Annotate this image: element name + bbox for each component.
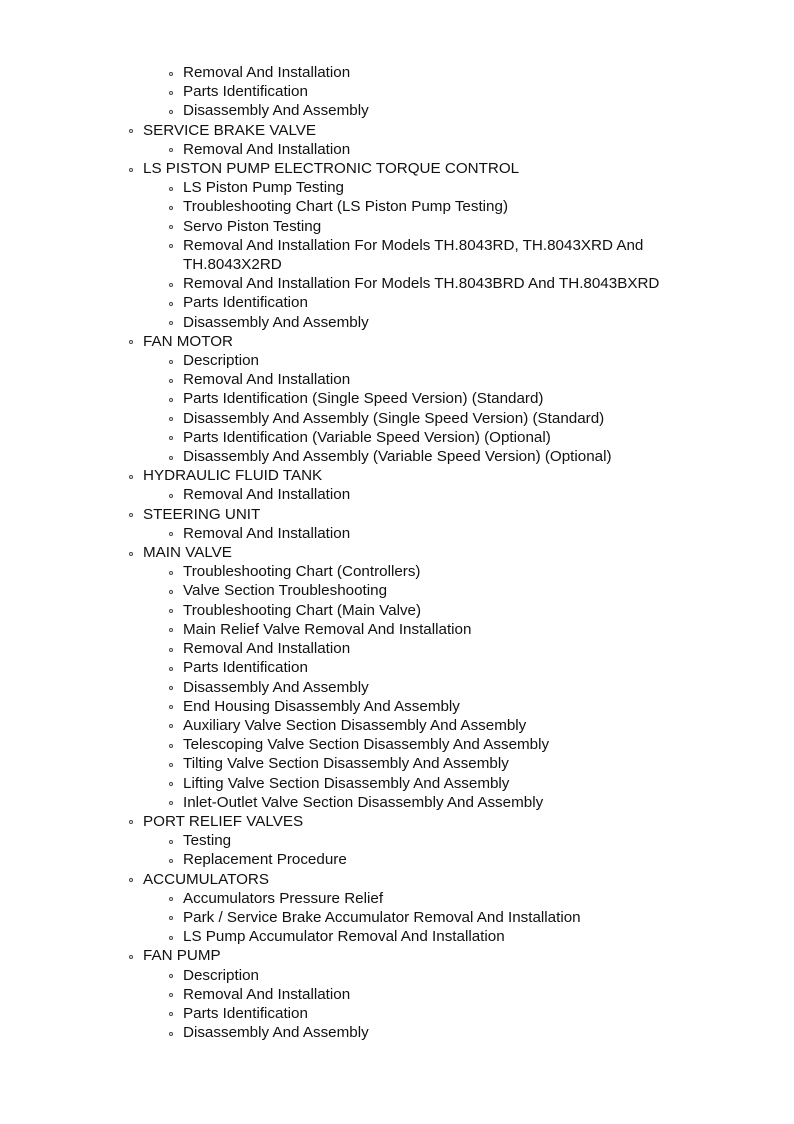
bullet-icon bbox=[169, 456, 173, 460]
bullet-icon bbox=[169, 744, 173, 748]
toc-subsection-label: Removal And Installation For Models TH.8043RD, TH.8043XRD And TH.8043X2RD bbox=[183, 236, 644, 274]
bullet-icon bbox=[169, 302, 173, 306]
toc-subsection-item bbox=[0, 63, 794, 82]
toc-subsection-item bbox=[0, 620, 794, 639]
toc-subsection-label: Removal And Installation bbox=[183, 640, 351, 658]
toc-subsection-item bbox=[0, 831, 794, 850]
toc-subsection-item bbox=[0, 82, 794, 101]
toc-subsection-item bbox=[0, 678, 794, 697]
table-of-contents-list bbox=[0, 63, 794, 1042]
toc-subsection-item bbox=[0, 562, 794, 581]
bullet-icon bbox=[169, 91, 173, 95]
toc-subsection-label: Description bbox=[183, 966, 259, 984]
toc-subsection-label: Servo Piston Testing bbox=[183, 217, 322, 235]
toc-subsection-label: Parts Identification bbox=[183, 83, 308, 101]
bullet-icon bbox=[169, 686, 173, 690]
toc-subsection-label: Removal And Installation bbox=[183, 985, 351, 1003]
toc-subsection-item bbox=[0, 716, 794, 735]
bullet-icon bbox=[129, 955, 133, 959]
toc-section-label: STEERING UNIT bbox=[143, 505, 261, 523]
bullet-icon bbox=[169, 648, 173, 652]
toc-subsection-item bbox=[0, 889, 794, 908]
bullet-icon bbox=[169, 206, 173, 210]
toc-subsection-label: Replacement Procedure bbox=[183, 851, 347, 869]
toc-section-item bbox=[0, 946, 794, 965]
toc-subsection-label: Disassembly And Assembly bbox=[183, 678, 369, 696]
bullet-icon bbox=[169, 590, 173, 594]
toc-subsection-label: Tilting Valve Section Disassembly And Assembly bbox=[183, 755, 509, 773]
toc-subsection-item bbox=[0, 793, 794, 812]
toc-subsection-label: Auxiliary Valve Section Disassembly And Assembly bbox=[183, 716, 527, 734]
bullet-icon bbox=[169, 1032, 173, 1036]
toc-subsection-item bbox=[0, 370, 794, 389]
toc-section-label: HYDRAULIC FLUID TANK bbox=[143, 467, 323, 485]
bullet-icon bbox=[169, 571, 173, 575]
toc-subsection-item bbox=[0, 409, 794, 428]
toc-subsection-label: End Housing Disassembly And Assembly bbox=[183, 697, 460, 715]
toc-section-label: LS PISTON PUMP ELECTRONIC TORQUE CONTROL bbox=[143, 160, 520, 178]
bullet-icon bbox=[129, 552, 133, 556]
bullet-icon bbox=[169, 72, 173, 76]
bullet-icon bbox=[169, 379, 173, 383]
bullet-icon bbox=[129, 475, 133, 479]
toc-subsection-label: Parts Identification (Variable Speed Version) (Optional) bbox=[183, 428, 551, 446]
toc-subsection-item bbox=[0, 1023, 794, 1042]
toc-subsection-item bbox=[0, 601, 794, 620]
toc-section-item bbox=[0, 870, 794, 889]
toc-subsection-label: Removal And Installation bbox=[183, 371, 351, 389]
bullet-icon bbox=[169, 782, 173, 786]
toc-subsection-item bbox=[0, 581, 794, 600]
toc-subsection-label: Description bbox=[183, 352, 259, 370]
toc-subsection-item bbox=[0, 178, 794, 197]
toc-subsection-label: Removal And Installation For Models TH.8043BRD And TH.8043BXRD bbox=[183, 275, 660, 293]
toc-subsection-label: Telescoping Valve Section Disassembly And Assembly bbox=[183, 736, 550, 754]
toc-subsection-label: Parts Identification bbox=[183, 294, 308, 312]
toc-subsection-item bbox=[0, 639, 794, 658]
toc-subsection-label: Troubleshooting Chart (LS Piston Pump Testing) bbox=[183, 198, 509, 216]
toc-section-label: SERVICE BRAKE VALVE bbox=[143, 121, 317, 139]
toc-section-label: MAIN VALVE bbox=[143, 544, 232, 562]
toc-subsection-label: Lifting Valve Section Disassembly And Assembly bbox=[183, 774, 510, 792]
toc-section-item bbox=[0, 121, 794, 140]
toc-subsection-item bbox=[0, 389, 794, 408]
bullet-icon bbox=[169, 398, 173, 402]
toc-subsection-item bbox=[0, 966, 794, 985]
toc-subsection-item bbox=[0, 754, 794, 773]
toc-subsection-item bbox=[0, 1004, 794, 1023]
toc-subsection-label: Park / Service Brake Accumulator Removal And Installation bbox=[183, 908, 581, 926]
toc-subsection-label: Troubleshooting Chart (Main Valve) bbox=[183, 601, 422, 619]
toc-subsection-item bbox=[0, 197, 794, 216]
toc-subsection-item bbox=[0, 850, 794, 869]
toc-section-label: FAN MOTOR bbox=[143, 332, 234, 350]
toc-subsection-label: Valve Section Troubleshooting bbox=[183, 582, 388, 600]
toc-subsection-item bbox=[0, 908, 794, 927]
bullet-icon bbox=[169, 667, 173, 671]
bullet-icon bbox=[169, 840, 173, 844]
toc-subsection-label: Disassembly And Assembly (Variable Speed Version) (Optional) bbox=[183, 448, 612, 466]
toc-subsection-item bbox=[0, 774, 794, 793]
toc-subsection-label: Removal And Installation bbox=[183, 524, 351, 542]
toc-subsection-item bbox=[0, 140, 794, 159]
bullet-icon bbox=[129, 168, 133, 172]
toc-section-label: ACCUMULATORS bbox=[143, 870, 270, 888]
toc-section-item bbox=[0, 466, 794, 485]
toc-section-item bbox=[0, 812, 794, 831]
toc-section-item bbox=[0, 543, 794, 562]
toc-subsection-item bbox=[0, 524, 794, 543]
toc-subsection-label: Inlet-Outlet Valve Section Disassembly And Assembly bbox=[183, 793, 544, 811]
toc-subsection-item bbox=[0, 927, 794, 946]
bullet-icon bbox=[169, 763, 173, 767]
toc-subsection-label: Disassembly And Assembly bbox=[183, 1024, 369, 1042]
toc-subsection-item bbox=[0, 351, 794, 370]
toc-subsection-label: Disassembly And Assembly (Single Speed Version) (Standard) bbox=[183, 409, 605, 427]
toc-subsection-item bbox=[0, 428, 794, 447]
toc-section-label: PORT RELIEF VALVES bbox=[143, 812, 304, 830]
bullet-icon bbox=[169, 859, 173, 863]
toc-subsection-label: Parts Identification bbox=[183, 659, 308, 677]
toc-subsection-item bbox=[0, 274, 794, 293]
toc-subsection-label: Accumulators Pressure Relief bbox=[183, 889, 384, 907]
toc-subsection-label: Main Relief Valve Removal And Installation bbox=[183, 620, 472, 638]
bullet-icon bbox=[169, 936, 173, 940]
bullet-icon bbox=[169, 494, 173, 498]
toc-section-item bbox=[0, 159, 794, 178]
toc-subsection-item bbox=[0, 293, 794, 312]
toc-subsection-label: Parts Identification (Single Speed Version) (Standard) bbox=[183, 390, 544, 408]
toc-subsection-item bbox=[0, 101, 794, 120]
toc-subsection-item bbox=[0, 658, 794, 677]
toc-section-item bbox=[0, 505, 794, 524]
toc-subsection-item bbox=[0, 313, 794, 332]
toc-subsection-item bbox=[0, 697, 794, 716]
bullet-icon bbox=[169, 110, 173, 114]
bullet-icon bbox=[129, 878, 133, 882]
bullet-icon bbox=[169, 360, 173, 364]
toc-subsection-label: Parts Identification bbox=[183, 1004, 308, 1022]
toc-subsection-label: LS Pump Accumulator Removal And Installation bbox=[183, 928, 505, 946]
toc-section-label: FAN PUMP bbox=[143, 947, 221, 965]
toc-subsection-label: LS Piston Pump Testing bbox=[183, 179, 344, 197]
bullet-icon bbox=[169, 283, 173, 287]
toc-section-item bbox=[0, 332, 794, 351]
toc-subsection-label: Troubleshooting Chart (Controllers) bbox=[183, 563, 421, 581]
toc-subsection-label: Disassembly And Assembly bbox=[183, 313, 369, 331]
toc-subsection-item bbox=[0, 217, 794, 236]
toc-subsection-item bbox=[0, 447, 794, 466]
toc-subsection-item bbox=[0, 735, 794, 754]
toc-subsection-label: Removal And Installation bbox=[183, 140, 351, 158]
toc-subsection-label: Testing bbox=[183, 832, 232, 850]
bullet-icon bbox=[169, 187, 173, 191]
toc-subsection-item bbox=[0, 485, 794, 504]
toc-subsection-item bbox=[0, 236, 794, 274]
toc-subsection-label: Disassembly And Assembly bbox=[183, 102, 369, 120]
toc-subsection-label: Removal And Installation bbox=[183, 486, 351, 504]
toc-subsection-label: Removal And Installation bbox=[183, 64, 351, 81]
toc-subsection-item bbox=[0, 985, 794, 1004]
